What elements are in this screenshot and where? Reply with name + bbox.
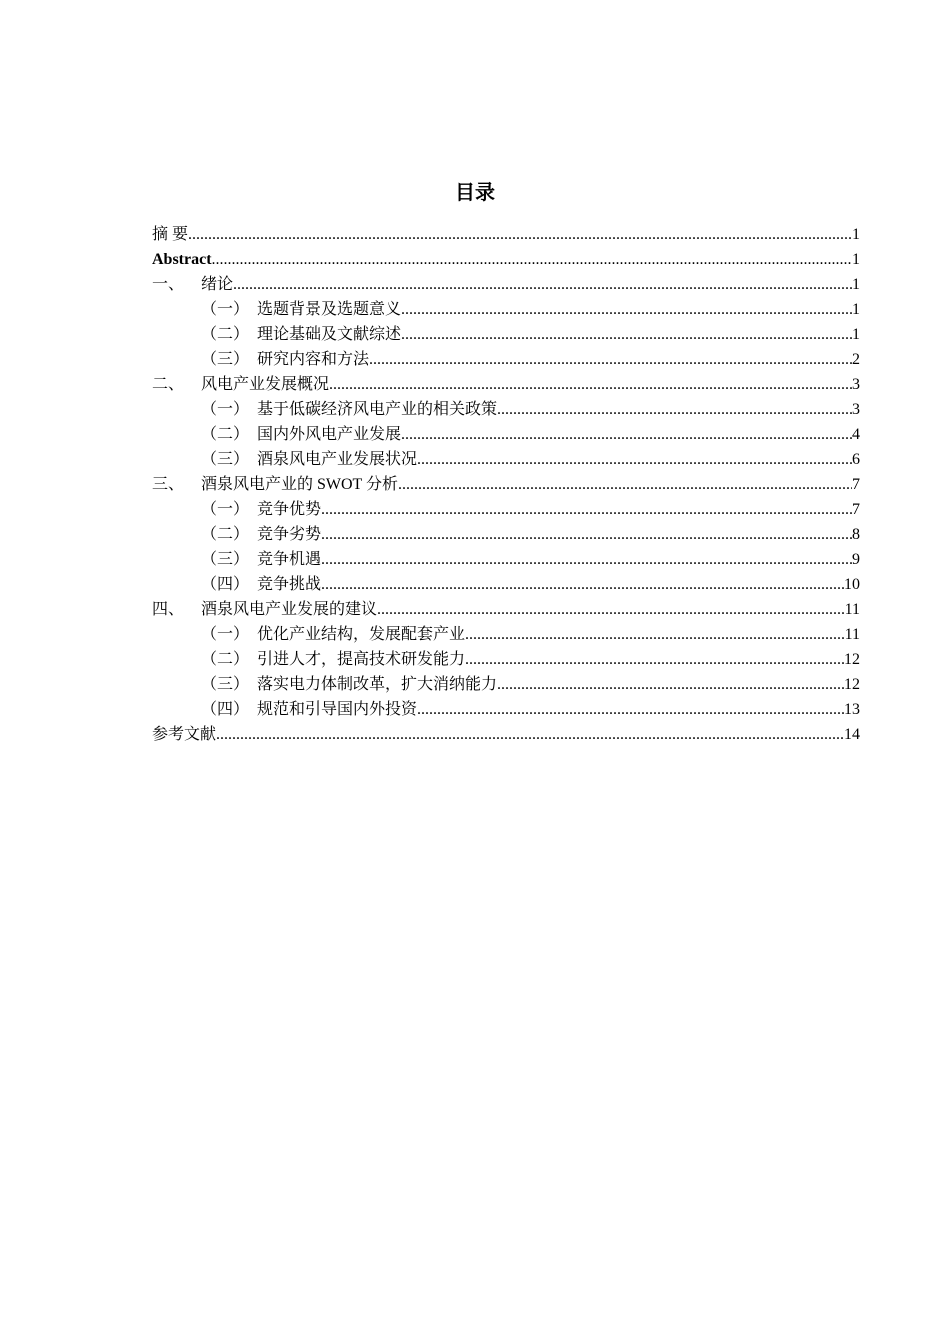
toc-title: 目录 (455, 180, 495, 204)
toc-entry-label: 绪论 (201, 276, 234, 293)
dot-leader (497, 672, 844, 697)
toc-entry-label: Abstract (152, 251, 212, 268)
toc-entry[interactable] (152, 372, 860, 397)
toc-entry-label: 酒泉风电产业的 SWOT 分析 (201, 476, 399, 493)
toc-entry[interactable] (152, 272, 860, 297)
toc-entry[interactable] (152, 247, 860, 272)
toc-entry-page-number: 1 (852, 301, 860, 318)
toc-entry-number: （二） (201, 651, 250, 668)
toc-entry-page-number: 1 (852, 276, 860, 293)
toc-entry-number: （一） (201, 501, 250, 518)
toc-entry-number: （三） (201, 551, 250, 568)
toc-entry-page-number: 6 (852, 451, 860, 468)
toc-entry[interactable] (152, 297, 860, 322)
dot-leader (497, 397, 852, 422)
dot-leader (321, 572, 844, 597)
toc-entry-number: （二） (201, 426, 250, 443)
dot-leader (329, 372, 852, 397)
toc-entry-page-number: 12 (844, 651, 860, 668)
toc-entry-page-number: 1 (852, 326, 860, 343)
toc-entry-label: 摘 要 (152, 226, 189, 243)
toc-entry-page-number: 7 (852, 476, 860, 493)
toc-entry-label: 基于低碳经济风电产业的相关政策 (257, 401, 498, 418)
toc-entry-label: 优化产业结构，发展配套产业 (257, 626, 466, 643)
toc-entry-label: 落实电力体制改革，扩大消纳能力 (257, 676, 498, 693)
toc-entry-label: 参考文献 (152, 726, 217, 743)
dot-leader (401, 322, 852, 347)
toc-entry-label: 理论基础及文献综述 (257, 326, 402, 343)
dot-leader (417, 447, 852, 472)
toc-entry[interactable] (152, 572, 860, 597)
toc-entry-page-number: 9 (852, 551, 860, 568)
toc-entry-page-number: 1 (852, 226, 860, 243)
dot-leader (398, 472, 852, 497)
toc-entry-page-number: 3 (852, 401, 860, 418)
toc-entry-label: 酒泉风电产业发展的建议 (201, 601, 378, 618)
toc-entry-label: 研究内容和方法 (257, 351, 370, 368)
dot-leader (401, 422, 852, 447)
toc-entry[interactable] (152, 347, 860, 372)
toc-entry-number: 一、 (152, 276, 185, 293)
toc-entry-page-number: 11 (844, 601, 860, 618)
toc-entry-page-number: 4 (852, 426, 860, 443)
toc-entry-page-number: 12 (844, 676, 860, 693)
dot-leader (417, 697, 844, 722)
toc-entry[interactable] (152, 722, 860, 747)
toc-entry-label: 国内外风电产业发展 (257, 426, 402, 443)
dot-leader (369, 347, 852, 372)
toc-entry-label: 风电产业发展概况 (201, 376, 330, 393)
toc-entry[interactable] (152, 547, 860, 572)
toc-entry[interactable] (152, 622, 860, 647)
dot-leader (377, 597, 845, 622)
toc-entry-page-number: 13 (844, 701, 860, 718)
toc-entry[interactable] (152, 497, 860, 522)
dot-leader (401, 297, 852, 322)
toc-entry-page-number: 2 (852, 351, 860, 368)
toc-entry-number: 四、 (152, 601, 185, 618)
toc-entry[interactable] (152, 672, 860, 697)
dot-leader (188, 222, 852, 247)
toc-entry-page-number: 1 (852, 251, 860, 268)
toc-entry-page-number: 10 (844, 576, 860, 593)
toc-entry-number: 三、 (152, 476, 185, 493)
dot-leader (321, 522, 852, 547)
toc-entry-number: （一） (201, 626, 250, 643)
toc-entry[interactable] (152, 472, 860, 497)
toc-entry-number: （三） (201, 351, 250, 368)
toc-entry[interactable] (152, 697, 860, 722)
toc-entry[interactable] (152, 447, 860, 472)
dot-leader (212, 247, 852, 272)
toc-entry-number: （一） (201, 301, 250, 318)
toc-entry-number: （二） (201, 526, 250, 543)
dot-leader (465, 647, 844, 672)
toc-entry[interactable] (152, 647, 860, 672)
dot-leader (216, 722, 844, 747)
toc-entry[interactable] (152, 597, 860, 622)
toc-entry-number: （四） (201, 701, 250, 718)
table-of-contents (152, 222, 860, 747)
toc-entry-number: （三） (201, 451, 250, 468)
toc-entry[interactable] (152, 322, 860, 347)
toc-entry-page-number: 3 (852, 376, 860, 393)
toc-entry-label: 竞争机遇 (257, 551, 322, 568)
toc-entry-label: 选题背景及选题意义 (257, 301, 402, 318)
toc-entry-page-number: 8 (852, 526, 860, 543)
toc-entry-number: 二、 (152, 376, 185, 393)
toc-entry-number: （一） (201, 401, 250, 418)
toc-entry-label: 酒泉风电产业发展状况 (257, 451, 418, 468)
dot-leader (233, 272, 852, 297)
toc-entry-label: 竞争挑战 (257, 576, 322, 593)
toc-entry[interactable] (152, 522, 860, 547)
toc-entry-label: 引进人才，提高技术研发能力 (257, 651, 466, 668)
dot-leader (321, 547, 852, 572)
toc-entry-label: 竞争优势 (257, 501, 322, 518)
toc-entry-number: （三） (201, 676, 250, 693)
toc-entry-number: （四） (201, 576, 250, 593)
toc-entry[interactable] (152, 397, 860, 422)
toc-entry-number: （二） (201, 326, 250, 343)
toc-entry-label: 竞争劣势 (257, 526, 322, 543)
toc-entry-page-number: 11 (844, 626, 860, 643)
toc-entry-label: 规范和引导国内外投资 (257, 701, 418, 718)
toc-entry[interactable] (152, 422, 860, 447)
toc-entry[interactable] (152, 222, 860, 247)
dot-leader (465, 622, 845, 647)
toc-entry-page-number: 14 (844, 726, 860, 743)
dot-leader (321, 497, 852, 522)
toc-entry-page-number: 7 (852, 501, 860, 518)
